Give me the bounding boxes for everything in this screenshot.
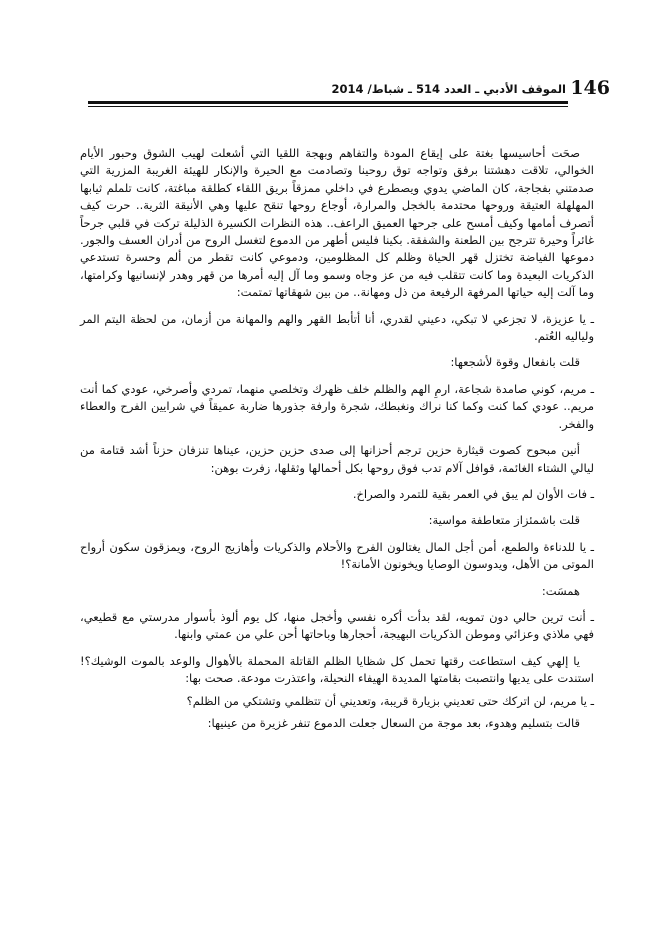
header-rule-thick [88,101,568,104]
page-header [88,76,610,100]
paragraph-3: قلت بانفعال وقوة لأشجعها: [450,355,580,370]
header-rule-thin [88,106,568,107]
paragraph-1: صحَت أحاسيسها بغتة على إيقاع المودة والتفاهم وبهجة اللقيا التي أشعلت لهيب الشوق وحبور الأيام الخوالي، تلاقت دهشتنا برفق وتواجه توق روحينا وتصادمت مع الحيرة والإنكار للهيئة الغريبة المزرية التي صدمتني بفجاجة، كان الماضي يدوي ويصطرع في داخلي ممزقاً بريق اللقاء كطلقة مباغتة، كانت تلملم ثيابها المهلهلة العتيقة وروحها محتدمة بالخجل والمرارة، أوجاع روحها تنقح عليها وهي الأنيقة الثرية.. حرت كيف أتصرف أمامها وكيف أمسح على جرحها العميق الراعف.. هذه النظرات الكسيرة الذليلة تركت في قلبي جرحاً غائراً وحيرة تترجح بين الطعنة والشفقة. بكينا فليس أطهر من الدموع لتغسل الروح من أدران العسف والجور. دموعها الفياضة تختزل قهر الحياة وظلم كل المظلومين، ودموعي كانت تقطر من ألم وحسرة تستدعي الذكريات البعيدة وما كانت تتقلب فيه من عز وجاه وسمو وما آل إليه أمرها من قهر وهدر لإنسانيها وكرامتها، وما آلت إليه حياتها المرفهة الرفيعة من ذل ومهانة.. من بين شهقاتها تمتمت: [80,146,594,300]
paragraph-13: قالت بتسليم وهدوء، بعد موجة من السعال جعلت الدموع تنفر غزيرة من عينيها: [207,715,580,730]
paragraph-8: ـ يا للدناءة والطمع، أمن أجل المال يغتالون الفرح والأحلام والذكريات وأهازيج الروح، ويمزقون سكون أرواح الموتى من الأهل، ويدوسون الوصايا ويخونون الأمانة؟! [80,539,594,572]
paragraph-10: ـ أنت ترين حالي دون تمويه، لقد بدأت أكره نفسي وأخجل منها، كل يوم ألوذ بأسوار مدرستي مع قطيعي، فهي ملاذي وعزائي وموطن الذكريات البهيجة، أحجارها وباحاتها أحن علي من عمتي وابنها. [80,609,594,642]
paragraph-11: يا إلهي كيف استطاعت رقتها تحمل كل شظايا الظلم القاتلة المحملة بالأهوال والوعد بالموت الوشيك؟! استندت على يديها وانتصبت بقامتها المديدة الهيفاء النحيلة، واعتذرت مودعة. صحت بها: [80,653,594,686]
paragraph-9: همسَت: [541,583,580,598]
paragraph-6: ـ فات الأوان لم يبق في العمر بقية للتمرد والصراخ. [352,486,594,501]
paragraph-4: ـ مريم، كوني صامدة شجاعة، ارمِ الهم والظلم خلف ظهرك وتخلصي منهما، تمردي وأصرخي، عودي كما أنت مريم.. عودي كما كنت وكما كنا نراك ونغبطك، شجرة وارفة جذورها ضاربة عميقاً في شرايين الفرح والعطاء والفخر. [80,381,594,431]
running-head: الموقف الأدبي ـ العدد 514 ـ شباط/ 2014 [331,82,566,96]
paragraph-2: ـ يا عزيزة، لا تجزعي لا تبكي، دعيني لقدري، أنا أتأبط القهر والهم والمهانة من أزمان، من لحظة اليتم المر ولياليه العُتم. [80,311,594,344]
paragraph-12: ـ يا مريم، لن اتركك حتى تعديني بزيارة قريبة، وتعديني أن تتظلمي وتشتكي من الظلم؟ [186,693,594,708]
paragraph-7: قلت باشمئزاز متعاطفة مواسية: [428,513,580,528]
article-body [80,145,594,737]
paragraph-5: أنين مبحوح كصوت قيثارة حزين ترجم أحزانها إلى صدى حزين حزين، عيناها تنزفان حزناً أشد قتامة من ليالي الشتاء الغائمة، قوافل آلام تدب فوق روحها بكل أحمالها وثقلها، زفرت بوهن: [80,443,594,475]
page-number: 146 [570,77,610,99]
